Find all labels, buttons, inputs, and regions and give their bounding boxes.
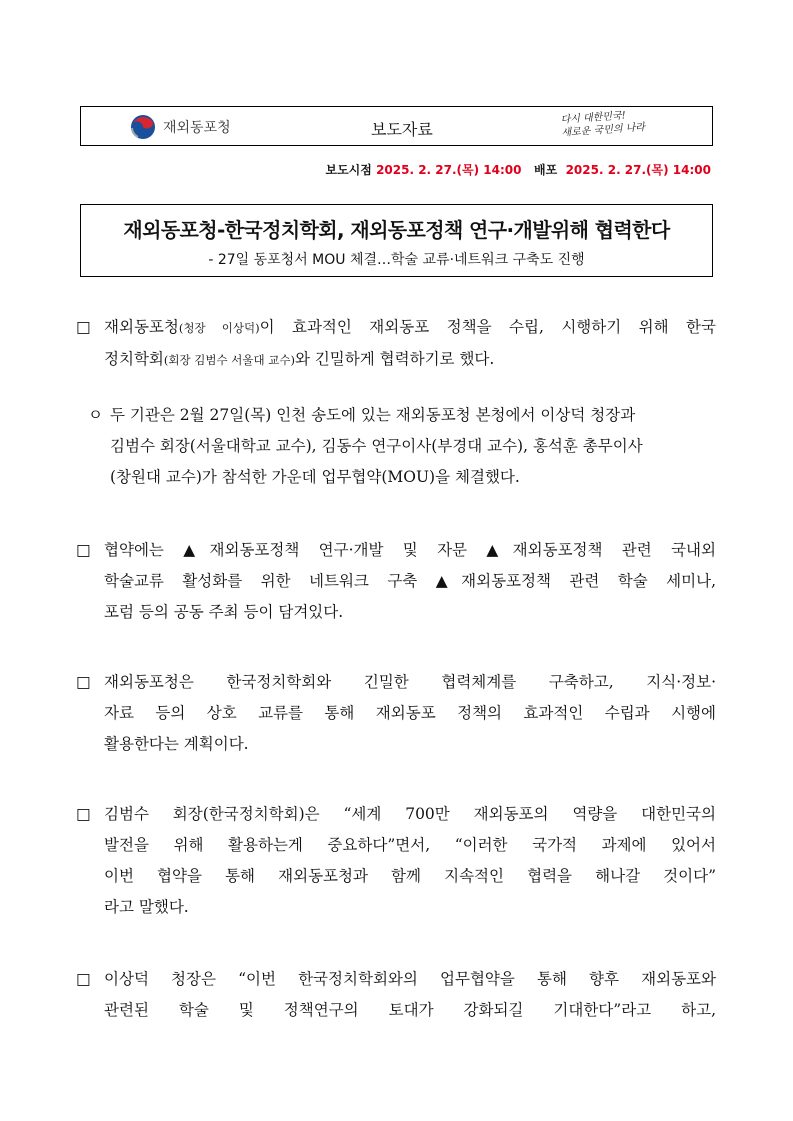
- paragraph-6: [76, 964, 716, 1026]
- slogan-line-1: 다시 대한민국!: [560, 110, 627, 126]
- paragraph-line: 활용한다는 계획이다.: [104, 735, 249, 753]
- paragraph-2: [88, 400, 716, 493]
- paragraph-line: [76, 312, 716, 344]
- text-span: 재외동포청: [104, 318, 179, 336]
- checkbox-bullet: □: [76, 318, 91, 336]
- distribution-label: 배포: [534, 163, 558, 177]
- release-time-label: 보도시점: [325, 163, 372, 177]
- paragraph-line: 이상덕 청장은 “이번 한국정치학회와의 업무협약을 통해 향후 재외동포와: [104, 970, 716, 988]
- headline: 재외동포청-한국정치학회, 재외동포정책 연구·개발위해 협력한다: [123, 218, 670, 242]
- checkbox-bullet: □: [76, 673, 91, 691]
- paragraph-line: 관련된 학술 및 정책연구의 토대가 강화되길 기대한다”라고 하고,: [104, 1001, 716, 1019]
- org-logo: [129, 113, 231, 141]
- slogan-line-2: 새로운 국민의 나라: [561, 122, 646, 139]
- paragraph-line: 라고 말했다.: [104, 898, 189, 916]
- checkbox-bullet: □: [76, 970, 91, 988]
- paragraph-line: [76, 344, 716, 376]
- paragraph-line: (창원대 교수)가 참석한 가운데 업무협약(MOU)을 체결했다.: [110, 468, 520, 486]
- text-span: 와 긴밀하게 협력하기로 했다.: [294, 350, 495, 368]
- paragraph-4: [76, 667, 716, 760]
- release-time-value: 2025. 2. 27.(목) 14:00: [376, 163, 522, 177]
- checkbox-bullet: □: [76, 541, 91, 559]
- subheadline: - 27일 동포청서 MOU 체결…학술 교류·네트워크 구축도 진행: [208, 252, 585, 268]
- text-span: 이 효과적인 재외동포 정책을 수립, 시행하기 위해 한국: [259, 318, 716, 336]
- text-span-small: (회장 김범수 서울대 교수): [163, 353, 295, 367]
- paragraph-line: 김범수 회장(서울대학교 교수), 김동수 연구이사(부경대 교수), 홍석훈 총무이사: [110, 437, 643, 455]
- doc-type-label: 보도자료: [371, 120, 433, 139]
- paragraph-1: [76, 312, 716, 376]
- text-span: 정치학회: [104, 350, 164, 368]
- paragraph-line: 학술교류 활성화를 위한 네트워크 구축 ▲재외동포정책 관련 학술 세미나,: [104, 572, 716, 590]
- taegeuk-logo-icon: [129, 113, 157, 141]
- release-info: [326, 161, 712, 178]
- paragraph-line: 김범수 회장(한국정치학회)은 “세계 700만 재외동포의 역량을 대한민국의: [104, 805, 716, 823]
- paragraph-line: 자료 등의 상호 교류를 통해 재외동포 정책의 효과적인 수립과 시행에: [104, 704, 716, 722]
- title-box: [80, 204, 713, 277]
- paragraph-5: [76, 799, 716, 923]
- checkbox-bullet: □: [76, 805, 91, 823]
- circle-bullet: ㅇ: [88, 406, 103, 424]
- distribution-value: 2025. 2. 27.(목) 14:00: [565, 163, 711, 177]
- header-box: [80, 106, 713, 146]
- paragraph-line: 협약에는 ▲재외동포정책 연구·개발 및 자문 ▲재외동포정책 관련 국내외: [104, 541, 716, 559]
- paragraph-line: 이번 협약을 통해 재외동포청과 함께 지속적인 협력을 해나갈 것이다”: [104, 867, 716, 885]
- slogan-handwritten: [560, 108, 645, 140]
- org-name: 재외동포청: [163, 120, 231, 136]
- paragraph-line: 두 기관은 2월 27일(목) 인천 송도에 있는 재외동포청 본청에서 이상덕 청장과: [110, 406, 636, 424]
- text-span-small: (청장 이상덕): [178, 321, 260, 335]
- paragraph-line: 포럼 등의 공동 주최 등이 담겨있다.: [104, 603, 344, 621]
- paragraph-line: 재외동포청은 한국정치학회와 긴밀한 협력체계를 구축하고, 지식·정보·: [104, 673, 716, 691]
- paragraph-3: [76, 535, 716, 628]
- paragraph-line: 발전을 위해 활용하는게 중요하다”면서, “이러한 국가적 과제에 있어서: [104, 836, 716, 854]
